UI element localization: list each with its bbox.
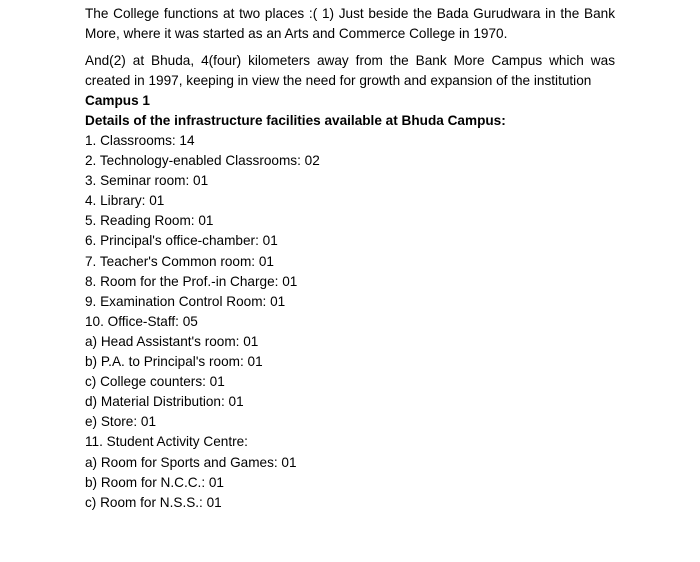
list-item: 5. Reading Room: 01 — [85, 213, 214, 229]
infrastructure-details-heading: Details of the infrastructure facilities available at Bhuda Campus: — [85, 113, 506, 128]
list-item: b) P.A. to Principal's room: 01 — [85, 354, 263, 370]
list-item: b) Room for N.C.C.: 01 — [85, 474, 224, 490]
list-item: 10. Office-Staff: 05 — [85, 313, 198, 329]
list-item: 7. Teacher's Common room: 01 — [85, 253, 274, 269]
campus-title: Campus 1 — [85, 93, 150, 108]
list-item: 11. Student Activity Centre: — [85, 434, 248, 450]
list-item: a) Room for Sports and Games: 01 — [85, 454, 297, 470]
document-page — [85, 4, 615, 513]
list-item: a) Head Assistant's room: 01 — [85, 333, 259, 349]
list-item: d) Material Distribution: 01 — [85, 394, 244, 410]
list-item: 1. Classrooms: 14 — [85, 133, 195, 148]
intro-paragraph-2: And(2) at Bhuda, 4(four) kilometers away from the Bank More Campus which was created in 1997, keeping in view the need for growth and expansion of the institution — [85, 53, 615, 88]
list-item: 3. Seminar room: 01 — [85, 173, 209, 189]
intro-paragraph-1: The College functions at two places :( 1) Just beside the Bada Gurudwara in the Bank More, where it was started as an Arts and Commerce College in 1970. — [85, 6, 615, 41]
list-item: c) Room for N.S.S.: 01 — [85, 494, 222, 510]
list-item: c) College counters: 01 — [85, 374, 225, 390]
list-item: 2. Technology-enabled Classrooms: 02 — [85, 153, 320, 169]
list-item: 8. Room for the Prof.-in Charge: 01 — [85, 273, 298, 289]
list-item: 6. Principal's office-chamber: 01 — [85, 233, 278, 249]
list-item: e) Store: 01 — [85, 414, 157, 430]
list-item: 4. Library: 01 — [85, 193, 165, 209]
list-item: 9. Examination Control Room: 01 — [85, 293, 286, 309]
facilities-list — [85, 131, 615, 513]
